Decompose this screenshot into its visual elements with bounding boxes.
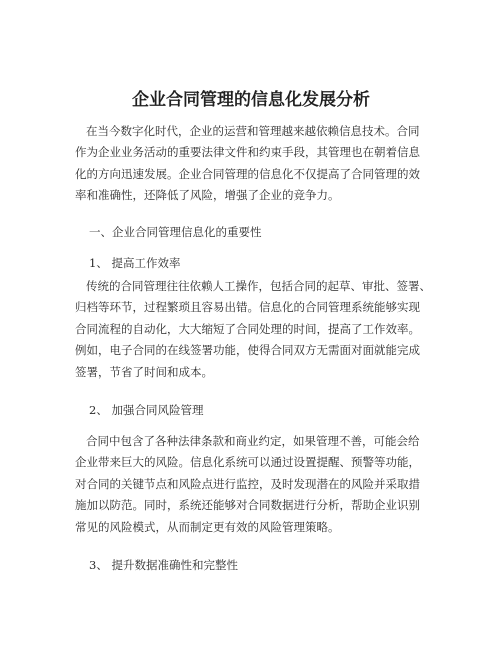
intro-paragraph bbox=[75, 121, 455, 207]
section-heading: 一、企业合同管理信息化的重要性 bbox=[89, 225, 262, 239]
intro-line: 作为企业业务活动的重要法律文件和约束手段，其管理也在朝着信息 bbox=[75, 145, 420, 160]
item-heading: 3、 提升数据准确性和完整性 bbox=[89, 558, 238, 572]
item2-paragraph bbox=[75, 431, 455, 538]
document-title: 企业合同管理的信息化发展分析 bbox=[132, 90, 370, 110]
item2-line: 合同中包含了各种法律条款和商业约定，如果管理不善，可能会给 bbox=[86, 434, 420, 448]
item1-line: 合同流程的自动化，大大缩短了合同处理的时间，提高了工作效率。 bbox=[75, 321, 420, 336]
intro-line: 在当今数字化时代，企业的运营和管理越来越依赖信息技术。合同 bbox=[86, 124, 420, 138]
item1-paragraph bbox=[75, 276, 455, 383]
item1-line: 传统的合同管理往往依赖人工操作，包括合同的起草、审批、签署、 bbox=[86, 279, 431, 293]
intro-line: 化的方向迅速发展。企业合同管理的信息化不仅提高了合同管理的效 bbox=[75, 166, 420, 181]
item1-line: 签署，节省了时间和成本。 bbox=[75, 364, 213, 379]
item2-line: 对合同的关键节点和风险点进行监控，及时发现潜在的风险并采取措 bbox=[75, 476, 420, 491]
item1-line: 例如，电子合同的在线签署功能，使得合同双方无需面对面就能完成 bbox=[75, 343, 420, 358]
item2-line: 企业带来巨大的风险。信息化系统可以通过设置提醒、预警等功能， bbox=[75, 455, 420, 470]
item2-line: 施加以防范。同时，系统还能够对合同数据进行分析，帮助企业识别 bbox=[75, 498, 420, 513]
item2-line: 常见的风险模式，从而制定更有效的风险管理策略。 bbox=[75, 519, 340, 534]
item-heading: 1、 提高工作效率 bbox=[89, 256, 181, 270]
item-heading: 2、 加强合同风险管理 bbox=[89, 403, 204, 417]
intro-line: 率和准确性，还降低了风险，增强了企业的竞争力。 bbox=[75, 188, 340, 203]
item1-line: 归档等环节，过程繁琐且容易出错。信息化的合同管理系统能够实现 bbox=[75, 300, 420, 315]
